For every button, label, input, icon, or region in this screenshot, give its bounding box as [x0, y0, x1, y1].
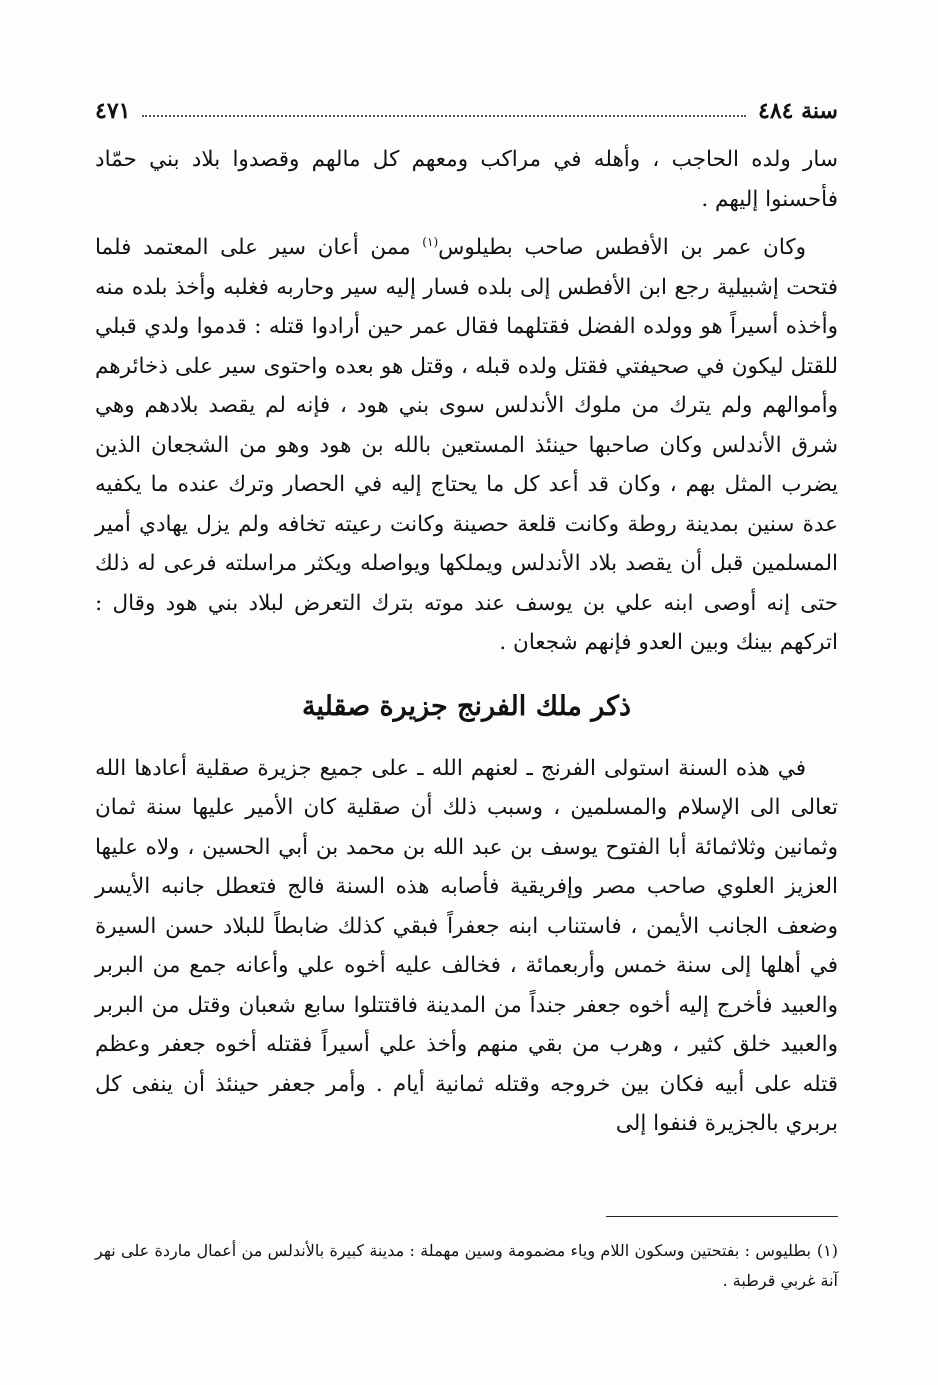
paragraph-2: [95, 228, 838, 663]
footnote-divider: [606, 1216, 838, 1217]
header-dotted-leader: [142, 115, 746, 117]
footnote-reference[interactable]: (١): [422, 234, 439, 249]
footnote-text: بطليوس : بفتحتين وسكون اللام وياء مضمومة وسين مهملة : مدينة كبيرة بالأندلس من أعمال ماردة على نهر آنة غربي قرطبة .: [95, 1241, 838, 1290]
paragraph-2-rest: ممن أعان سير على المعتمد فلما فتحت إشبيلية رجع ابن الأفطس إلى بلده فسار إليه سير وحاربه فغلبه وأخذ بلده منه وأخذه أسيراً هو وولده الفضل فقتلهما فقال عمر حين أرادوا قتله : قدموا ولدي قبلي للقتل ليكون في صحيفتي فقتل ولده قبله ، وقتل هو بعده واحتوى سير على ذخائرهم وأموالهم ولم يترك من ملوك الأندلس سوى بني هود ، فإنه لم يقصد بلادهم وهي شرق الأندلس وكان صاحبها حينئذ المستعين بالله بن هود وهو من الشجعان الذين يضرب المثل بهم ، وكان قد أعد كل ما يحتاج إليه في الحصار وترك عنده ما يكفيه عدة سنين بمدينة روطة وكانت قلعة حصينة وكانت رعيته تخافه ولم يزل يهادي أمير المسلمين قبل أن يقصد بلاد الأندلس ويملكها ويواصله ويكثر مراسلته فرعى له ذلك حتى إنه أوصى ابنه علي بن يوسف عند موته بترك التعرض لبلاد بني هود وقال : اتركهم بينك وبين العدو فإنهم شجعان .: [95, 235, 838, 655]
paragraph-1: سار ولده الحاجب ، وأهله في مراكب ومعهم كل مالهم وقصدوا بلاد بني حمّاد فأحسنوا إليهم .: [95, 147, 838, 212]
footnote-1: [95, 1236, 838, 1296]
footnote-marker: (١): [816, 1241, 838, 1260]
page-number: ٤٧١: [95, 98, 131, 124]
paragraph-2-start: وكان عمر بن الأفطس صاحب بطيلوس: [438, 235, 806, 260]
running-title: سنة ٤٨٤: [758, 98, 838, 124]
main-text: [95, 140, 838, 1144]
footnotes: [95, 1236, 838, 1296]
paragraph-3: في هذه السنة استولى الفرنج ـ لعنهم الله ـ على جميع جزيرة صقلية أعادها الله تعالى الى الإسلام والمسلمين ، وسبب ذلك أن صقلية كان الأمير عليها سنة ثمان وثمانين وثلاثمائة أبا الفتوح يوسف بن عبد الله بن محمد بن أبي الحسين ، ولاه عليها العزيز العلوي صاحب مصر وإفريقية فأصابه هذه السنة فالج فتعطل جانبه الأيسر وضعف الجانب الأيمن ، فاستناب ابنه جعفراً فبقي كذلك ضابطاً للبلاد حسن السيرة في أهلها إلى سنة خمس وأربعمائة ، فخالف عليه أخوه علي وأعانه جمع من البربر والعبيد فأخرج إليه أخوه جعفر جنداً من المدينة فاقتتلوا سابع شعبان وقتل من البربر والعبيد خلق كثير ، وهرب من بقي منهم وأخذ علي أسيراً فقتله أخوه جعفر وعظم قتله على أبيه فكان بين خروجه وقتله ثمانية أيام . وأمر جعفر حينئذ أن ينفى كل بربري بالجزيرة فنفوا إلى: [95, 755, 838, 1136]
page-header: [95, 88, 838, 124]
section-heading: ذكر ملك الفرنج جزيرة صقلية: [301, 690, 632, 722]
